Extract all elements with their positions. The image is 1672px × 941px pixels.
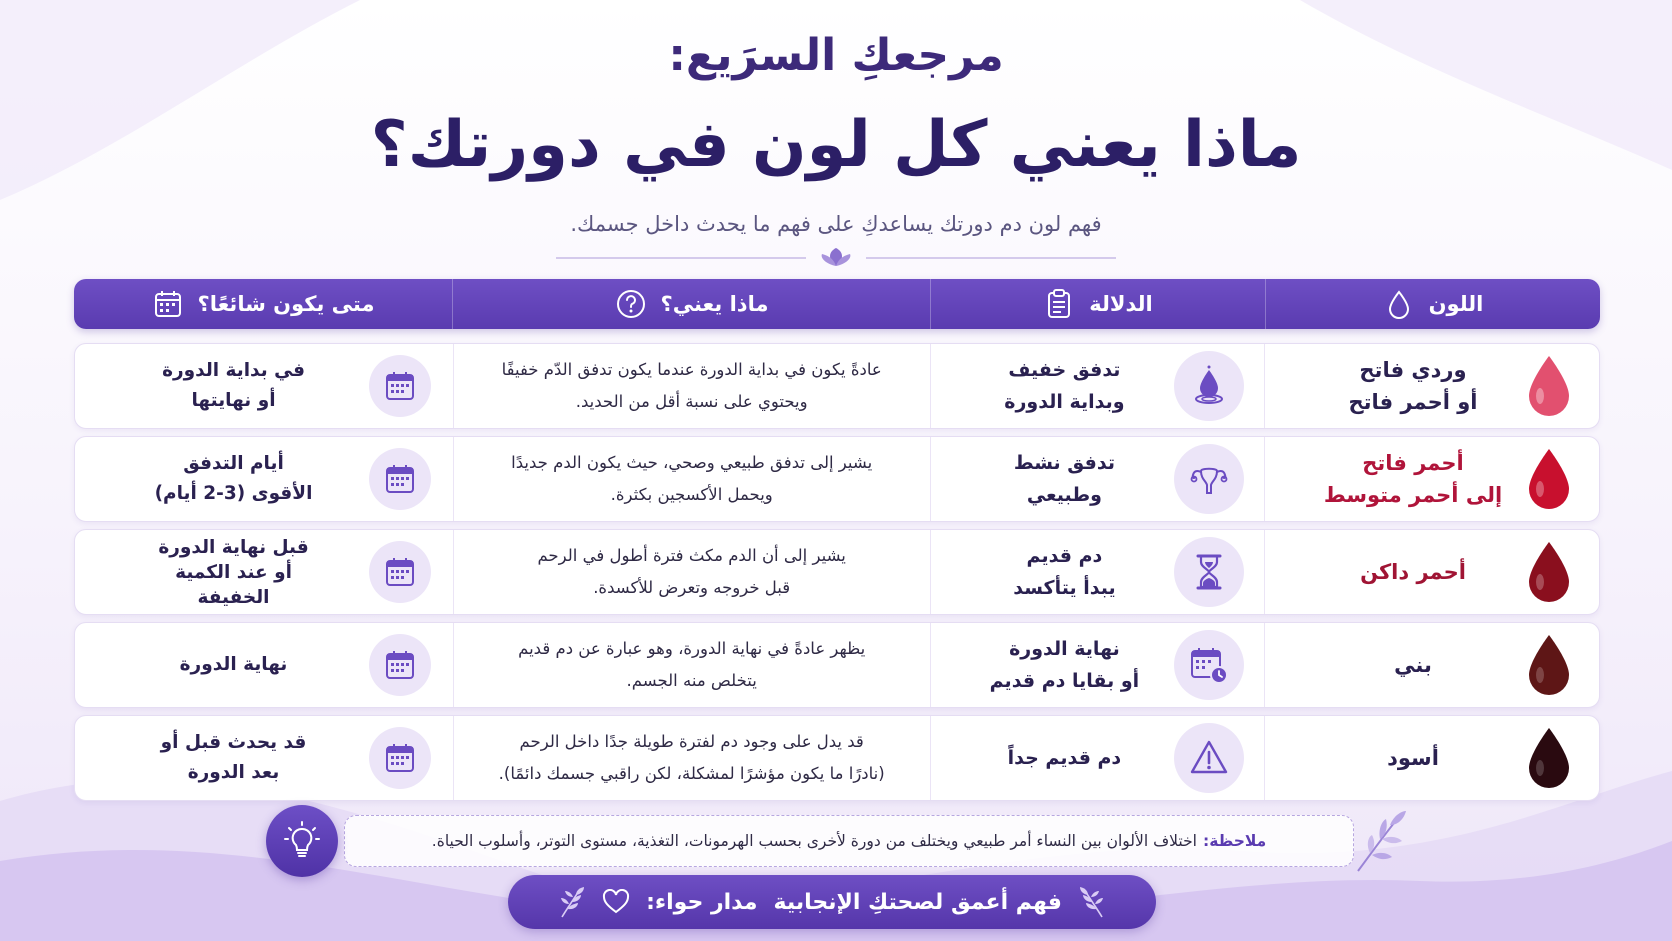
color-name	[1303, 556, 1523, 588]
when-line1: أيام التدفق	[183, 453, 284, 474]
color-cell	[1264, 344, 1599, 428]
header-sign-label: الدلالة	[1089, 292, 1153, 316]
when-line1: قد يحدث قبل أو	[160, 732, 307, 753]
meaning-text	[472, 726, 912, 790]
note-box	[344, 815, 1354, 867]
sign-line2: أو بقايا دم قديم	[989, 670, 1140, 692]
sign-line1: نهاية الدورة	[1009, 638, 1120, 660]
when-cell	[75, 530, 453, 614]
uterus-icon	[1187, 457, 1231, 501]
meaning-cell	[453, 716, 930, 800]
meaning-line2: قبل خروجه وتعرض للأكسدة.	[593, 578, 791, 597]
color-name-line2: أو أحمر فاتح	[1348, 390, 1478, 414]
color-name-line1: أحمر داكن	[1360, 560, 1466, 584]
meaning-text	[472, 354, 912, 418]
calendar-icon-circle	[369, 727, 431, 789]
when-line2: الأقوى (3-2 أيام)	[154, 483, 313, 504]
sign-line2: وطبيعي	[1026, 484, 1102, 506]
when-cell	[75, 716, 453, 800]
color-name	[1303, 742, 1523, 774]
calendar-icon-circle	[369, 448, 431, 510]
color-cell	[1264, 623, 1599, 707]
drop-outline-icon	[1383, 288, 1415, 320]
meaning-cell	[453, 344, 930, 428]
color-name	[1303, 354, 1523, 418]
calendar-icon	[383, 741, 417, 775]
when-line2: بعد الدورة	[187, 762, 280, 783]
leaf-sprig-icon	[1078, 885, 1108, 919]
when-cell	[75, 623, 453, 707]
clipboard-icon	[1043, 288, 1075, 320]
sign-line1: دم قديم جداً	[1007, 747, 1122, 769]
when-line1: نهاية الدورة	[179, 654, 288, 675]
sign-text	[954, 354, 1174, 418]
meaning-line2: يتخلص منه الجسم.	[626, 671, 757, 690]
lightbulb-icon	[281, 820, 323, 862]
header-sign	[930, 279, 1265, 329]
calendar-icon-circle	[369, 541, 431, 603]
calendar-clock-icon	[1187, 643, 1231, 687]
sign-line1: تدفق نشط	[1013, 452, 1115, 474]
color-cell	[1264, 716, 1599, 800]
sign-icon-circle	[1174, 537, 1244, 607]
meaning-line1: قد يدل على وجود دم لفترة طويلة جدًا داخل الرحم	[519, 732, 864, 751]
table-row	[74, 436, 1600, 522]
when-cell	[75, 437, 453, 521]
question-icon	[615, 288, 647, 320]
sign-cell	[930, 344, 1265, 428]
page-title: ماذا يعني كل لون في دورتك؟	[370, 108, 1302, 182]
calendar-icon	[383, 462, 417, 496]
when-text	[99, 535, 369, 610]
sign-line1: تدفق خفيف	[1008, 359, 1121, 381]
sign-icon-circle	[1174, 444, 1244, 514]
heart-icon	[602, 889, 630, 915]
water-drop-icon	[1187, 364, 1231, 408]
header-when	[74, 279, 452, 329]
header-meaning-label: ماذا يعني؟	[660, 292, 769, 316]
color-name	[1303, 447, 1523, 511]
lightbulb-badge	[266, 805, 338, 877]
color-cell	[1264, 530, 1599, 614]
header-when-label: متى يكون شائعًا؟	[197, 292, 375, 316]
warning-icon	[1187, 736, 1231, 780]
table-row	[74, 343, 1600, 429]
header-color	[1265, 279, 1600, 329]
leaf-sprig-icon	[556, 885, 586, 919]
when-text	[99, 728, 369, 788]
sign-cell	[930, 530, 1265, 614]
footer-tagline: فهم أعمق لصحتكِ الإنجابية	[773, 889, 1062, 915]
blood-drop-icon	[1523, 538, 1575, 606]
meaning-cell	[453, 623, 930, 707]
table-header	[74, 279, 1600, 329]
blood-drop-icon	[1523, 352, 1575, 420]
meaning-cell	[453, 530, 930, 614]
sign-line2: يبدأ يتأكسد	[1013, 577, 1116, 599]
when-cell	[75, 344, 453, 428]
color-name	[1303, 649, 1523, 681]
sign-cell	[930, 623, 1265, 707]
page-subtitle: فهم لون دم دورتك يساعدكِ على فهم ما يحدث داخل جسمك.	[570, 212, 1102, 236]
kicker-title: مرجعكِ السرَيع:	[668, 30, 1004, 81]
meaning-line2: (نادرًا ما يكون مؤشرًا لمشكلة، لكن راقبي جسمك دائمًا).	[498, 764, 885, 783]
meaning-line1: عادةً يكون في بداية الدورة عندما يكون تدفق الدّم خفيفًا	[501, 360, 882, 379]
sign-line1: دم قديم	[1026, 545, 1103, 567]
sign-line2: وبداية الدورة	[1004, 391, 1125, 413]
sign-text	[954, 742, 1174, 774]
meaning-line1: يظهر عادةً في نهاية الدورة، وهو عبارة عن دم قديم	[518, 639, 866, 658]
when-line1: في بداية الدورة	[162, 360, 305, 381]
footer-brand: مدار حواء:	[646, 889, 758, 915]
sign-text	[954, 447, 1174, 511]
sign-text	[954, 633, 1174, 697]
note-text: اختلاف الألوان بين النساء أمر طبيعي ويختلف من دورة لأخرى بحسب الهرمونات، التغذية، مستوى التوتر، وأسلوب الحياة.	[431, 832, 1197, 850]
color-name-line1: وردي فاتح	[1359, 358, 1467, 382]
meaning-line2: ويحتوي على نسبة أقل من الحديد.	[575, 392, 808, 411]
when-text	[99, 356, 369, 416]
meaning-line2: ويحمل الأكسجين بكثرة.	[610, 485, 773, 504]
table-row	[74, 715, 1600, 801]
blood-drop-icon	[1523, 724, 1575, 792]
table-row	[74, 622, 1600, 708]
calendar-icon	[383, 648, 417, 682]
sign-text	[954, 540, 1174, 604]
meaning-text	[472, 447, 912, 511]
blood-drop-icon	[1523, 445, 1575, 513]
meaning-line1: يشير إلى تدفق طبيعي وصحي، حيث يكون الدم جديدًا	[511, 453, 873, 472]
leaf-branch-icon	[1350, 805, 1410, 875]
footer-banner	[508, 875, 1156, 929]
meaning-line1: يشير إلى أن الدم مكث فترة أطول في الرحم	[537, 546, 846, 565]
color-name-line1: بني	[1394, 653, 1432, 677]
meaning-text	[472, 540, 912, 604]
table-row	[74, 529, 1600, 615]
calendar-icon-circle	[369, 634, 431, 696]
when-text	[99, 449, 369, 509]
leaf-divider	[536, 246, 1136, 270]
color-cell	[1264, 437, 1599, 521]
hourglass-icon	[1187, 550, 1231, 594]
when-line3: الخفيفة	[197, 586, 270, 608]
calendar-icon-circle	[369, 355, 431, 417]
color-name-line1: أسود	[1387, 746, 1439, 770]
calendar-icon	[152, 288, 184, 320]
meaning-cell	[453, 437, 930, 521]
sign-cell	[930, 716, 1265, 800]
when-line1: قبل نهاية الدورة	[158, 536, 309, 558]
color-name-line2: إلى أحمر متوسط	[1323, 483, 1503, 507]
note-label: ملاحظة:	[1203, 832, 1267, 850]
sign-icon-circle	[1174, 723, 1244, 793]
color-name-line1: أحمر فاتح	[1362, 451, 1464, 475]
when-line2: أو عند الكمية	[175, 561, 292, 583]
sign-icon-circle	[1174, 351, 1244, 421]
sign-icon-circle	[1174, 630, 1244, 700]
when-text	[99, 650, 369, 680]
calendar-icon	[383, 555, 417, 589]
sign-cell	[930, 437, 1265, 521]
meaning-text	[472, 633, 912, 697]
header-color-label: اللون	[1428, 292, 1484, 316]
calendar-icon	[383, 369, 417, 403]
when-line2: أو نهايتها	[191, 390, 276, 411]
blood-drop-icon	[1523, 631, 1575, 699]
header-meaning	[452, 279, 930, 329]
